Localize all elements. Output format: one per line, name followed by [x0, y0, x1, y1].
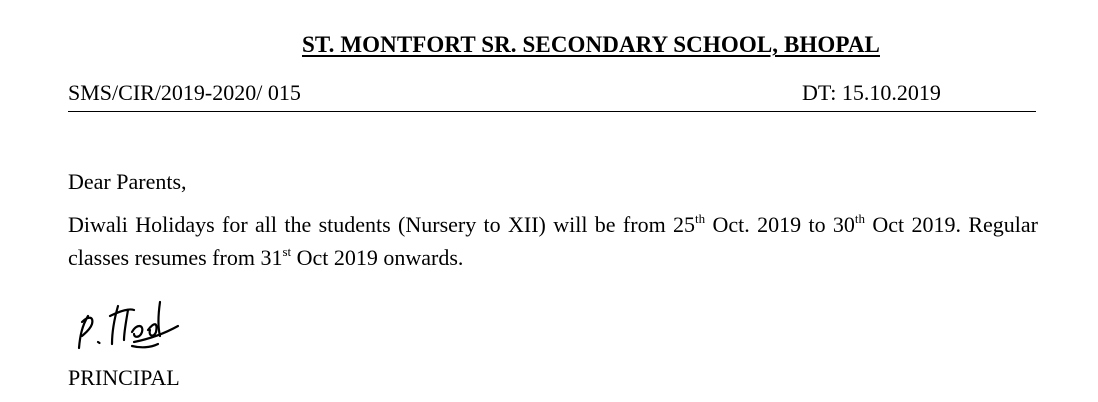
body-part-1: Diwali Holidays for all the students (Nursery to XII) will be from 25	[68, 212, 696, 237]
body-superscript-2: th	[854, 211, 866, 226]
school-title	[0, 30, 1098, 60]
body-part-3: Oct 2019. Regular classes resumes from 31	[68, 212, 1038, 270]
salutation: Dear Parents,	[68, 169, 187, 194]
body-superscript-3: st	[282, 244, 292, 259]
reference-row	[68, 79, 1036, 112]
circular-reference-number: SMS/CIR/2019-2020/ 015	[68, 80, 301, 105]
body-part-2: Oct. 2019 to 30	[705, 212, 855, 237]
signature-icon	[74, 292, 184, 356]
principal-designation: PRINCIPAL	[68, 365, 180, 390]
body-superscript-1: th	[695, 211, 706, 226]
school-title-text: ST. MONTFORT SR. SECONDARY SCHOOL, BHOPAL	[302, 32, 880, 57]
circular-body	[68, 208, 1038, 274]
body-part-4: Oct 2019 onwards.	[291, 245, 464, 270]
circular-date: DT: 15.10.2019	[802, 80, 941, 105]
